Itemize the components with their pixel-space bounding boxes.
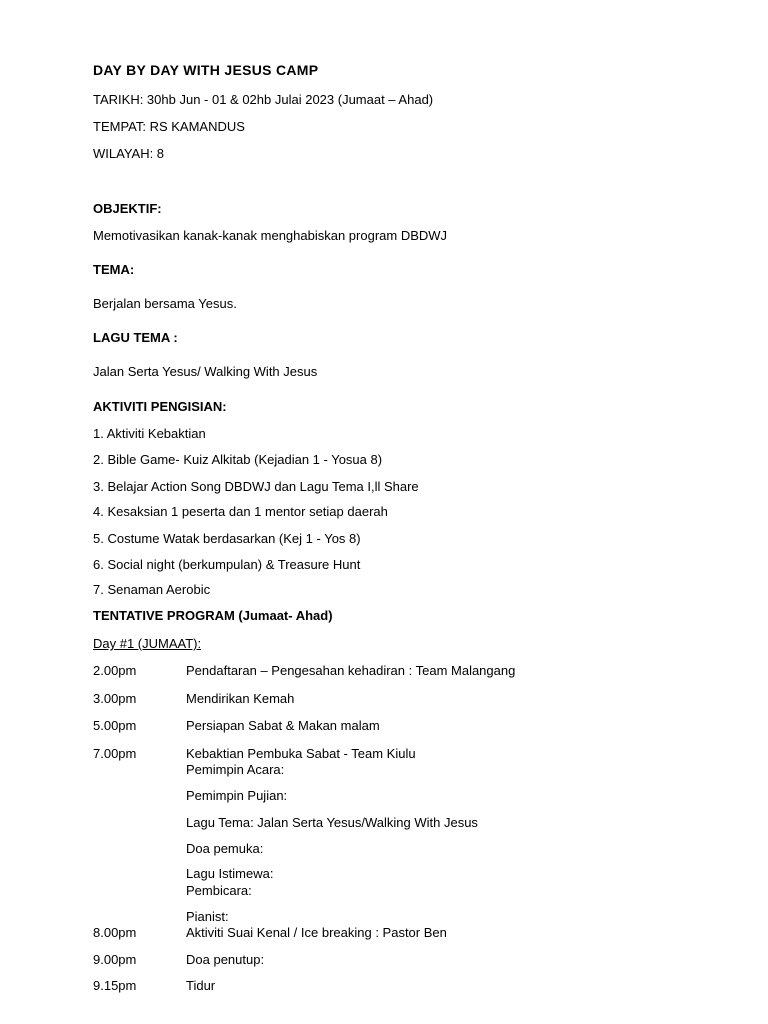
schedule-time: 7.00pm <box>93 746 137 761</box>
schedule-time: 2.00pm <box>93 663 137 678</box>
objektif-heading: OBJEKTIF: <box>93 201 162 216</box>
tentative-heading: TENTATIVE PROGRAM (Jumaat- Ahad) <box>93 608 333 623</box>
tarikh-line: TARIKH: 30hb Jun - 01 & 02hb Julai 2023 (Jumaat – Ahad) <box>93 92 434 107</box>
program-role: Pemimpin Pujian: <box>186 788 288 803</box>
program-role: Lagu Istimewa: <box>186 866 274 881</box>
schedule-activity: Doa penutup: <box>186 952 265 967</box>
lagu-tema-heading: LAGU TEMA : <box>93 330 178 345</box>
tempat-line: TEMPAT: RS KAMANDUS <box>93 119 245 134</box>
wilayah-line: WILAYAH: 8 <box>93 146 165 161</box>
program-role: Pembicara: <box>186 883 252 898</box>
aktiviti-item: 5. Costume Watak berdasarkan (Kej 1 - Yos 8) <box>93 531 361 546</box>
aktiviti-item: 4. Kesaksian 1 peserta dan 1 mentor setiap daerah <box>93 504 388 519</box>
lagu-tema-text: Jalan Serta Yesus/ Walking With Jesus <box>93 364 318 379</box>
schedule-activity: Aktiviti Suai Kenal / Ice breaking : Pastor Ben <box>186 925 447 940</box>
schedule-activity: Persiapan Sabat & Makan malam <box>186 718 380 733</box>
schedule-time: 5.00pm <box>93 718 137 733</box>
schedule-activity: Tidur <box>186 978 216 993</box>
tema-heading: TEMA: <box>93 262 135 277</box>
schedule-time: 9.15pm <box>93 978 137 993</box>
aktiviti-item: 6. Social night (berkumpulan) & Treasure Hunt <box>93 557 361 572</box>
schedule-activity: Kebaktian Pembuka Sabat - Team Kiulu <box>186 746 416 761</box>
schedule-time: 8.00pm <box>93 925 137 940</box>
tema-text: Berjalan bersama Yesus. <box>93 296 237 311</box>
program-role: Pianist: <box>186 909 229 924</box>
aktiviti-item: 1. Aktiviti Kebaktian <box>93 426 206 441</box>
aktiviti-heading: AKTIVITI PENGISIAN: <box>93 399 227 414</box>
schedule-time: 9.00pm <box>93 952 137 967</box>
schedule-activity: Mendirikan Kemah <box>186 691 295 706</box>
schedule-activity: Pendaftaran – Pengesahan kehadiran : Team Malangang <box>186 663 516 678</box>
program-role: Lagu Tema: Jalan Serta Yesus/Walking With Jesus <box>186 815 478 830</box>
schedule-time: 3.00pm <box>93 691 137 706</box>
objektif-text: Memotivasikan kanak-kanak menghabiskan program DBDWJ <box>93 228 448 243</box>
document-title: DAY BY DAY WITH JESUS CAMP <box>93 62 319 78</box>
aktiviti-item: 2. Bible Game- Kuiz Alkitab (Kejadian 1 - Yosua 8) <box>93 452 383 467</box>
program-role: Pemimpin Acara: <box>186 762 285 777</box>
aktiviti-item: 7. Senaman Aerobic <box>93 582 211 597</box>
aktiviti-item: 3. Belajar Action Song DBDWJ dan Lagu Tema I,ll Share <box>93 479 419 494</box>
program-role: Doa pemuka: <box>186 841 264 856</box>
day-heading: Day #1 (JUMAAT): <box>93 636 202 651</box>
